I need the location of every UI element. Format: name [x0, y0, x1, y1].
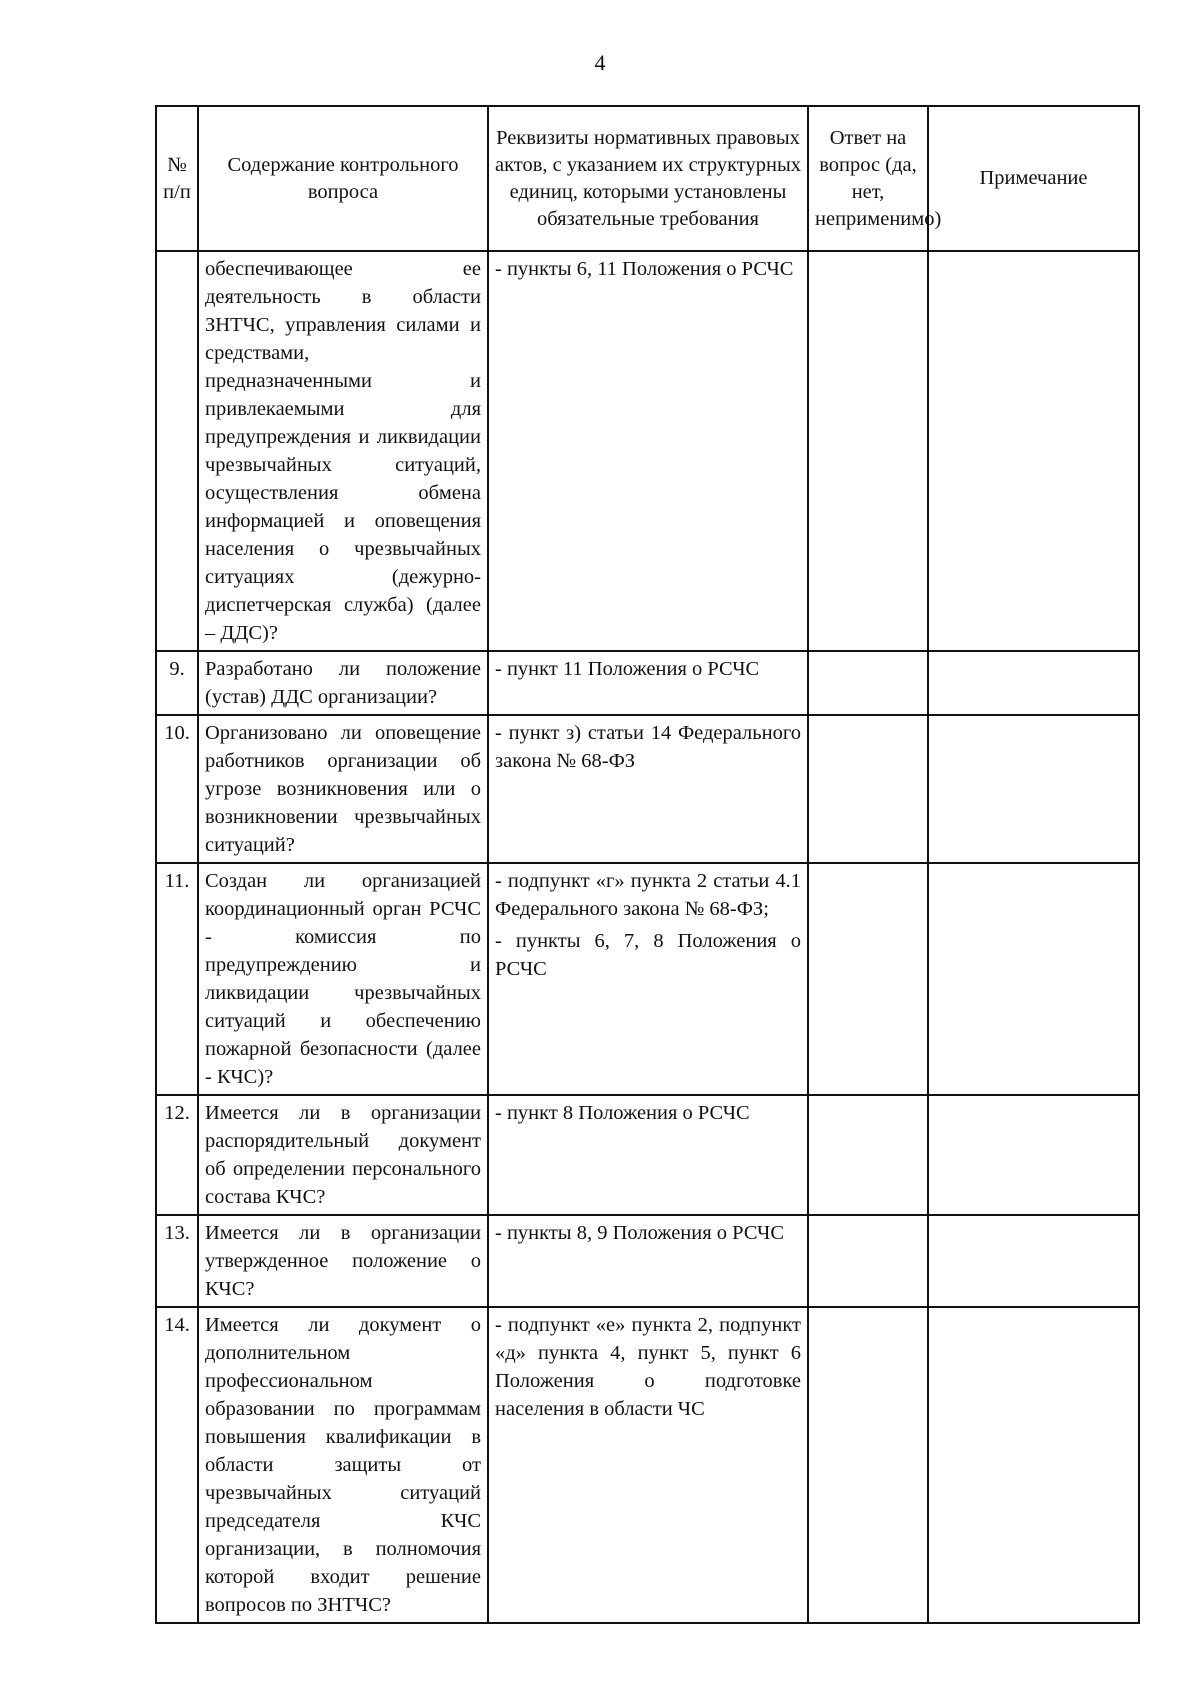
question-cell: обеспечивающее ее деятельность в области ЗНТЧС, управления силами и средствами, предназначенными и привлекаемыми для предупреждения и ликвидации чрезвычайных ситуаций, осуществления обмена информацией и оповещения населения о чрезвычайных ситуациях (дежурно-диспетчерская служба) (далее – ДДС)?	[198, 251, 488, 651]
header-num: № п/п	[156, 106, 198, 251]
requisite-line: - пункты 6, 11 Положения о РСЧС	[495, 258, 794, 280]
row-number	[156, 251, 198, 651]
requisite-line: - пункт 11 Положения о РСЧС	[495, 658, 760, 680]
header-answer: Ответ на вопрос (да, нет, неприменимо)	[808, 106, 928, 251]
requisite-line: - пункт з) статьи 14 Федерального закона № 68-ФЗ	[495, 722, 801, 772]
table-row	[156, 863, 1139, 1095]
requisites-cell	[488, 715, 808, 863]
question-cell: Разработано ли положение (устав) ДДС организации?	[198, 651, 488, 715]
header-row	[156, 106, 1139, 251]
note-cell	[928, 1095, 1139, 1215]
requisites-cell	[488, 651, 808, 715]
table-body	[156, 251, 1139, 1623]
note-cell	[928, 1215, 1139, 1307]
answer-cell	[808, 651, 928, 715]
row-number: 14.	[156, 1307, 198, 1623]
table-row	[156, 1307, 1139, 1623]
header-note: Примечание	[928, 106, 1139, 251]
table-row	[156, 715, 1139, 863]
row-number: 13.	[156, 1215, 198, 1307]
row-number: 10.	[156, 715, 198, 863]
answer-cell	[808, 863, 928, 1095]
row-number: 9.	[156, 651, 198, 715]
table-row	[156, 1215, 1139, 1307]
header-question: Содержание контрольного вопроса	[198, 106, 488, 251]
table-row	[156, 1095, 1139, 1215]
requisite-line: - пункты 8, 9 Положения о РСЧС	[495, 1222, 784, 1244]
note-cell	[928, 1307, 1139, 1623]
note-cell	[928, 251, 1139, 651]
note-cell	[928, 715, 1139, 863]
requisites-cell	[488, 863, 808, 1095]
table-row	[156, 251, 1139, 651]
page-number: 4	[594, 50, 606, 75]
requisites-cell	[488, 251, 808, 651]
table-row	[156, 651, 1139, 715]
header-requisites: Реквизиты нормативных правовых актов, с указанием их структурных единиц, которыми установлены обязательные требования	[488, 106, 808, 251]
question-cell: Имеется ли в организации распорядительный документ об определении персонального состава КЧС?	[198, 1095, 488, 1215]
note-cell	[928, 863, 1139, 1095]
answer-cell	[808, 251, 928, 651]
question-cell: Имеется ли документ о дополнительном профессиональном образовании по программам повышения квалификации в области защиты от чрезвычайных ситуаций председателя КЧС организации, в полномочия которой входит решение вопросов по ЗНТЧС?	[198, 1307, 488, 1623]
question-cell: Организовано ли оповещение работников организации об угрозе возникновения или о возникновении чрезвычайных ситуаций?	[198, 715, 488, 863]
requisite-line: - пункты 6, 7, 8 Положения о РСЧС	[495, 930, 801, 980]
note-cell	[928, 651, 1139, 715]
requisite-line: - пункт 8 Положения о РСЧС	[495, 1102, 750, 1124]
checklist-table	[155, 105, 1140, 1624]
requisites-cell	[488, 1215, 808, 1307]
question-cell: Создан ли организацией координационный орган РСЧС - комиссия по предупреждению и ликвидации чрезвычайных ситуаций и обеспечению пожарной безопасности (далее - КЧС)?	[198, 863, 488, 1095]
answer-cell	[808, 715, 928, 863]
requisite-line: - подпункт «е» пункта 2, подпункт «д» пункта 4, пункт 5, пункт 6 Положения о подготовке населения в области ЧС	[495, 1314, 801, 1420]
row-number: 11.	[156, 863, 198, 1095]
question-cell: Имеется ли в организации утвержденное положение о КЧС?	[198, 1215, 488, 1307]
answer-cell	[808, 1095, 928, 1215]
requisite-line: - подпункт «г» пункта 2 статьи 4.1 Федерального закона № 68-ФЗ;	[495, 870, 801, 920]
table-header	[156, 106, 1139, 251]
row-number: 12.	[156, 1095, 198, 1215]
requisites-cell	[488, 1307, 808, 1623]
answer-cell	[808, 1307, 928, 1623]
answer-cell	[808, 1215, 928, 1307]
requisites-cell	[488, 1095, 808, 1215]
